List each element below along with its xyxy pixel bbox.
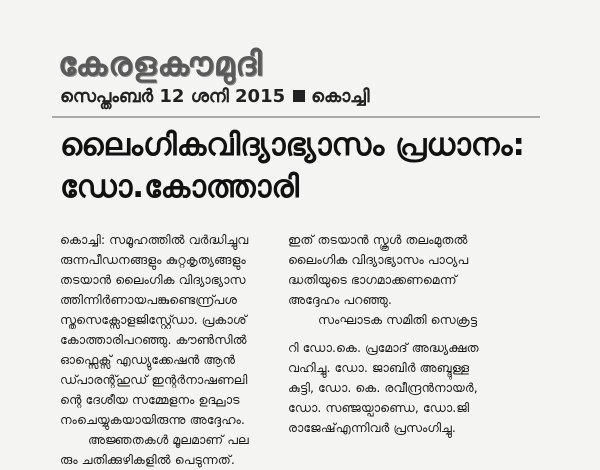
text-line: ഇത് തടയാൻ സ്കൂൾ തലംമുതൽ: [288, 232, 468, 247]
headline-line-2: ഡോ.കോത്താരി: [60, 169, 300, 205]
newspaper-masthead: കേരളകൗമുദി: [58, 44, 263, 83]
text-line: കൊച്ചി: സമൂഹത്തിൽ വർദ്ധിച്ചുവ: [60, 232, 249, 247]
text-line: ലൈംഗിക വിദ്യാഭ്യാസം പാഠ്യപ: [288, 252, 469, 267]
text-line: കോത്താരിപറഞ്ഞു. കൗൺസിൽ: [60, 332, 247, 347]
headline: [60, 124, 580, 208]
text-line: ഓഫ്സെക്സ് എഡ്യുക്കേഷൻ ആൻ: [60, 352, 236, 367]
place-text: കൊച്ചി: [311, 86, 370, 107]
text-line: കുട്ടി, ഡോ. കെ. രവീന്ദ്രൻനായർ,: [288, 380, 478, 395]
square-bullet-icon: [293, 90, 305, 102]
text-line: രാജേഷ്എന്നിവർ പ്രസംഗിച്ചു.: [288, 420, 456, 435]
text-line: ന്റെ ദേശീയ സമ്മേളനം ഉദ്ഘാട: [60, 392, 240, 407]
text-line: റി ഡോ.കെ. പ്രമോദ് അദ്ധ്യക്ഷത: [288, 340, 479, 355]
text-line: വഹിച്ചു. ഡോ. ജാബിർ അബ്ദുള്ള: [288, 360, 470, 375]
header-rule: [52, 116, 540, 118]
date-text: സെപ്തംബർ 12 ശനി 2015: [60, 86, 286, 107]
text-line: ദ്ധതിയുടെ ഭാഗമാക്കണമെന്ന്: [288, 272, 457, 287]
text-line: നംചെയ്യുകയായിരുന്നു അദ്ദേഹം.: [60, 412, 245, 427]
dateline: [60, 86, 370, 107]
text-line: തടയാൻ ലൈംഗിക വിദ്യാഭ്യാസ: [60, 272, 246, 287]
headline-line-1: ലൈംഗികവിദ്യാഭ്യാസം പ്രധാനം:: [60, 127, 525, 163]
text-line: രും ചതിക്കുഴികളിൽ പെടുന്നത്.: [60, 452, 235, 467]
text-line: അദ്ദേഹം പറഞ്ഞു.: [288, 292, 392, 307]
article-column-2-bottom: [288, 310, 533, 438]
text-line: ഡ്പാരന്റ്ഹുഡ് ഇന്റർനാഷണലി: [60, 372, 248, 387]
text-line: ഡോ. സഞ്ജയ്പാണ്ഡെ, ഡോ.ജി: [288, 400, 470, 415]
text-line: സ്തസെക്സോളജിസ്റ്റ്ഡോ. പ്രകാശ്: [60, 312, 247, 327]
article-column-2-top: [288, 230, 533, 310]
text-line: ത്തിന്നിർണായപങ്കുണ്ടെന്ന്പ്രശ: [60, 292, 237, 307]
text-line: അജ്ഞതകൾ മൂലമാണ് പല: [88, 432, 249, 447]
article-column-1: [60, 230, 282, 470]
text-line: സംഘാടക സമിതി സെക്രട്ട: [318, 312, 478, 327]
text-line: രുന്നപീഡനങ്ങളും കുറ്റകൃത്യങ്ങളും: [60, 252, 246, 267]
